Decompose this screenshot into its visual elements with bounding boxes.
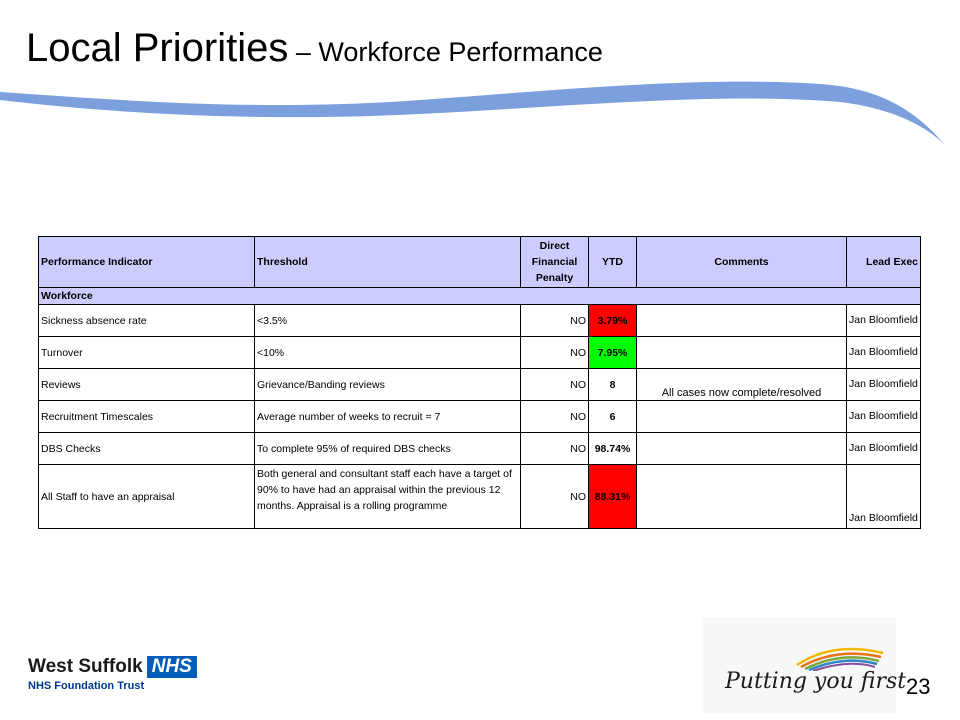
slogan-text: Putting you first xyxy=(725,669,907,694)
cell-ytd: 7.95% xyxy=(589,337,637,369)
cell-penalty: NO xyxy=(521,465,589,529)
title-swoosh-decoration xyxy=(0,70,960,160)
col-header-threshold: Threshold xyxy=(255,237,521,288)
cell-penalty: NO xyxy=(521,337,589,369)
cell-ytd: 8 xyxy=(589,369,637,401)
col-header-indicator: Performance Indicator xyxy=(39,237,255,288)
cell-threshold: <3.5% xyxy=(255,305,521,337)
cell-indicator: All Staff to have an appraisal xyxy=(39,465,255,529)
table-row xyxy=(39,305,921,337)
title-main: Local Priorities xyxy=(26,26,289,70)
org-subtitle: NHS Foundation Trust xyxy=(28,680,145,692)
title-sub: – Workforce Performance xyxy=(288,37,603,67)
cell-ytd: 6 xyxy=(589,401,637,433)
cell-ytd: 88.31% xyxy=(589,465,637,529)
cell-indicator: Turnover xyxy=(39,337,255,369)
section-row-workforce xyxy=(39,288,921,305)
cell-lead: Jan Bloomfield xyxy=(847,337,921,369)
org-name: West Suffolk xyxy=(28,656,143,677)
cell-comments xyxy=(637,305,847,337)
cell-threshold: Grievance/Banding reviews xyxy=(255,369,521,401)
cell-penalty: NO xyxy=(521,401,589,433)
cell-comments: All cases now complete/resolved xyxy=(637,369,847,401)
cell-lead: Jan Bloomfield xyxy=(847,369,921,401)
col-header-penalty: Direct Financial Penalty xyxy=(521,237,589,288)
col-header-ytd: YTD xyxy=(589,237,637,288)
slide-title xyxy=(26,26,603,71)
nhs-badge: NHS xyxy=(147,656,197,678)
cell-threshold: Both general and consultant staff each have a target of 90% to have had an appraisal within the previous 12 months. Appraisal is a rolling programme xyxy=(255,465,521,529)
cell-threshold: <10% xyxy=(255,337,521,369)
cell-ytd: 98.74% xyxy=(589,433,637,465)
slogan-logo xyxy=(703,617,907,713)
cell-comments xyxy=(637,433,847,465)
cell-comments xyxy=(637,401,847,433)
cell-lead: Jan Bloomfield xyxy=(847,433,921,465)
table-row xyxy=(39,433,921,465)
cell-threshold: To complete 95% of required DBS checks xyxy=(255,433,521,465)
cell-penalty: NO xyxy=(521,433,589,465)
cell-penalty: NO xyxy=(521,305,589,337)
cell-threshold: Average number of weeks to recruit = 7 xyxy=(255,401,521,433)
cell-lead: Jan Bloomfield xyxy=(847,305,921,337)
page-number: 23 xyxy=(906,674,931,699)
table-row xyxy=(39,401,921,433)
section-label: Workforce xyxy=(39,288,921,305)
cell-lead: Jan Bloomfield xyxy=(847,401,921,433)
cell-ytd: 3.79% xyxy=(589,305,637,337)
cell-indicator: Reviews xyxy=(39,369,255,401)
cell-indicator: Sickness absence rate xyxy=(39,305,255,337)
table-row xyxy=(39,369,921,401)
cell-comments xyxy=(637,465,847,529)
workforce-performance-table xyxy=(38,236,921,529)
nhs-trust-logo xyxy=(28,656,197,692)
cell-penalty: NO xyxy=(521,369,589,401)
col-header-lead: Lead Exec xyxy=(847,237,921,288)
col-header-comments: Comments xyxy=(637,237,847,288)
table-header-row xyxy=(39,237,921,288)
cell-indicator: Recruitment Timescales xyxy=(39,401,255,433)
table-row xyxy=(39,465,921,529)
cell-indicator: DBS Checks xyxy=(39,433,255,465)
cell-comments xyxy=(637,337,847,369)
cell-lead: Jan Bloomfield xyxy=(847,465,921,529)
slogan-arcs-icon xyxy=(793,639,888,671)
table-row xyxy=(39,337,921,369)
